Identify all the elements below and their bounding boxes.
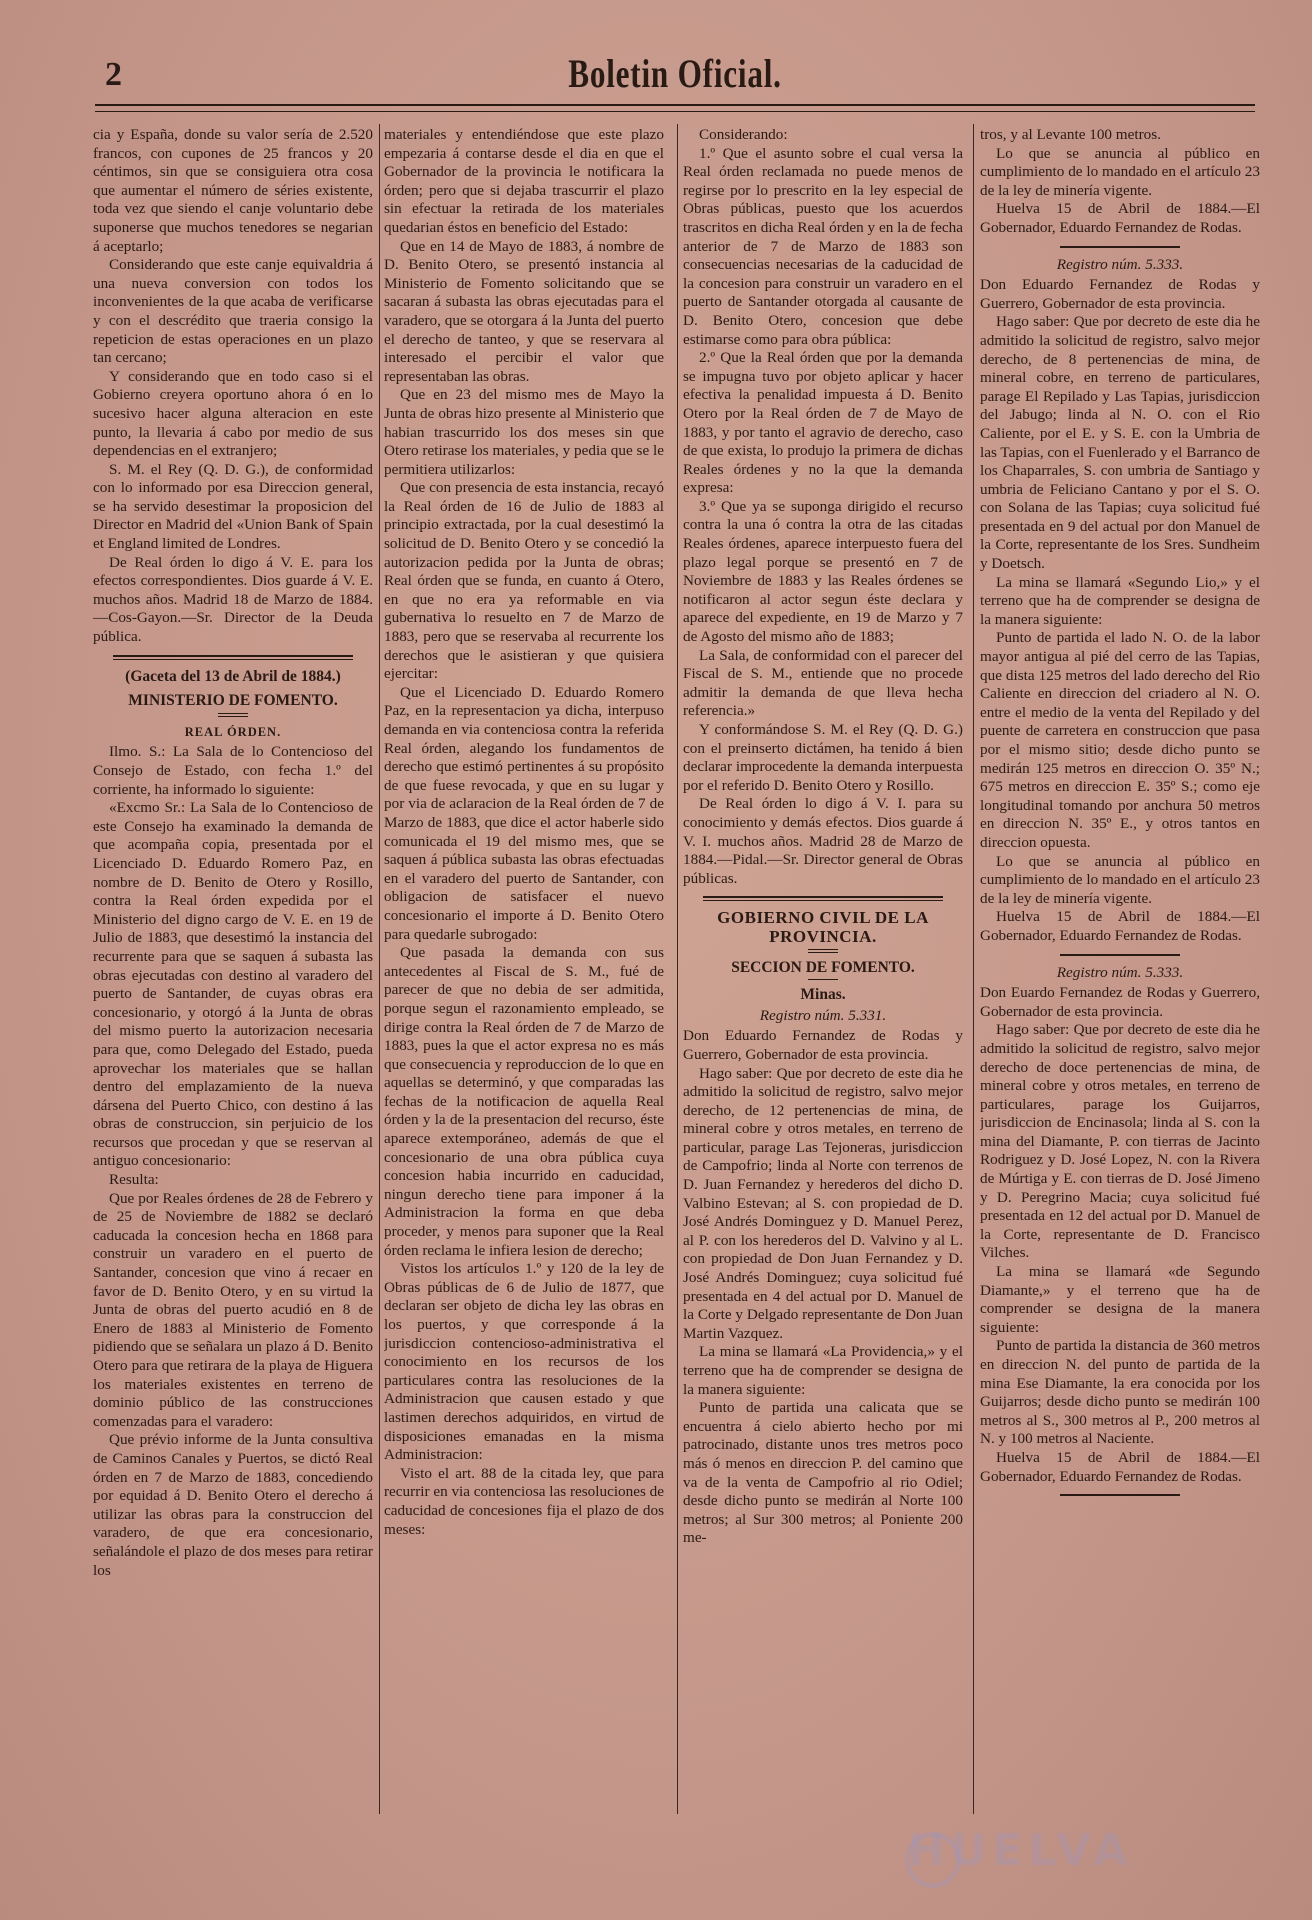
column-2 [384, 126, 664, 1876]
registro-heading: Registro núm. 5.333. [1056, 963, 1184, 981]
column-3 [683, 126, 963, 1876]
paragraph: Ilmo. S.: La Sala de lo Contencioso del Consejo de Estado, con fecha 1.º del corriente, ha informado lo siguiente: [93, 743, 373, 798]
minas-heading: Minas. [800, 986, 846, 1004]
paragraph: La mina se llamará «Segundo Lio,» y el terreno que ha de comprender se designa de la manera siguiente: [980, 573, 1260, 628]
real-orden-heading: REAL ÓRDEN. [184, 724, 282, 739]
paragraph: Que en 14 de Mayo de 1883, á nombre de D. Benito Otero, se presentó instancia al Ministerio de Fomento solicitando que se sacaran á subasta las obras ejecutadas para el varadero, que se otorgara á la Junta del puerto el derecho de tanteo, y que se reservara al interesado el percibir el valor que representaban las obras. [384, 237, 664, 385]
paragraph: Y conformándose S. M. el Rey (Q. D. G.) con el preinserto dictámen, ha tenido á bien declarar improcedente la demanda interpuesta por el referido D. Benito Otero y Rosillo. [683, 721, 963, 794]
paragraph: Punto de partida el lado N. O. de la labor mayor antigua al pié del cerro de las Tapias, que dista 125 metros del lado derecho del Rio Caliente en direccion del criadero al N. O. entre el medio de la venta del Repilado y del puente de carretera en construccion que pasa por el mismo sitio; desde dicho punto se medirán 125 metros en direccion O. 35º N.; 675 metros en direccion E. 35º S.; como eje longitudinal tomando por anchura 50 metros en direccion N. 35º E., y otros tantos en direccion opuesta. [980, 629, 1260, 851]
paragraph: Resulta: [109, 1171, 159, 1189]
column-4 [980, 126, 1260, 1876]
section-divider [1060, 1494, 1180, 1496]
page-number: 2 [105, 56, 122, 93]
paragraph: De Real órden lo digo á V. I. para su conocimiento y demás efectos. Dios guarde á V. I. muchos años. Madrid 28 de Marzo de 1884.—Pidal.—Sr. Director general de Obras públicas. [683, 795, 963, 887]
page-header [95, 48, 1255, 108]
paragraph: materiales y entendiéndose que este plazo empezaria á contarse desde el dia en que el Gobernador de la provincia le notificara la órden; pero que si dejaba trascurrir el plazo sin efectuar la retirada de los materiales quedarian éstos en beneficio del Estado: [384, 126, 664, 236]
paragraph: Visto el art. 88 de la citada ley, que para recurrir en via contenciosa las resoluciones de caducidad de concesiones fija el plazo de dos meses: [384, 1464, 664, 1538]
paragraph: Que pasada la demanda con sus antecedentes al Fiscal de S. M., fué de parecer de que no debia de ser admitida, porque segun el razonamiento empleado, se dirige contra la Real órden de 7 de Marzo de 1883, pues la que el actor expresa no es más que consecuencia y reproduccion de lo que en aquellas se determinó, y que comparadas las fechas de la notificacion de aquella Real órden y la de la presentacion del recurso, éste aparece extemporáneo, además de que el concesionario de una obra pública cuya concesion habia incurrido en caducidad, ningun derecho tiene para imponer á la Administracion la forma en que deba proceder, y menos para suponer que la Real órden reclama le infiera lesion de derecho; [384, 944, 664, 1259]
paragraph: Que por Reales órdenes de 28 de Febrero y de 25 de Noviembre de 1882 se declaró caducada la concesion hecha en 1868 para construir un varadero en el puerto de Santander, concesion que vino á recaer en favor de D. Benito Otero, y en su virtud la Junta de obras del puerto acudió en 8 de Enero de 1883 al Ministerio de Fomento pidiendo que se señalara un plazo á D. Benito Otero para que retirara de la playa de Higuera los materiales existentes en terreno de dominio público de las construcciones comenzadas para el varadero: [93, 1189, 373, 1430]
paragraph: Punto de partida la distancia de 360 metros en direccion N. del punto de partida de la mina Ese Diamante, la era conocida por los Guijarros; desde dicho punto se medirán 100 metros al S., 300 metros al P., 200 metros al N. y 100 metros al Naciente. [980, 1337, 1260, 1448]
column-1 [93, 126, 373, 1876]
paragraph: Considerando que este canje equivaldria á una nueva conversion con todos los inconvenientes de la que acaba de verificarse y con el descrédito que traeria consigo la repeticion de estas operaciones en un plazo tan cercano; [93, 256, 373, 367]
paragraph: 2.º Que la Real órden que por la demanda se impugna tuvo por objeto aplicar y hacer efectiva la penalidad impuesta á D. Benito Otero por la Real órden de 7 de Mayo de 1883, y por tanto el agravio de derecho, caso de que exista, lo produjo la primera de dichas Reales órdenes y no la que la demanda expresa: [683, 349, 963, 497]
heading-ornament [808, 979, 838, 980]
gaceta-reference: (Gaceta del 13 de Abril de 1884.) [125, 667, 341, 685]
column-rule [973, 124, 974, 1814]
paragraph: Que en 23 del mismo mes de Mayo la Junta de obras hizo presente al Ministerio que habian trascurrido los dos meses sin que Otero retirase los materiales, y pedia que se le permitiera utilizarlos: [384, 386, 664, 478]
paragraph: Hago saber: Que por decreto de este dia he admitido la solicitud de registro, salvo mejor derecho, de 8 pertenencias de mina, de mineral cobre, en terreno de particulares, parage El Repilado y Las Tapias, jurisdiccion del Jabugo; linda al N. O. con el Rio Caliente, por el E. y S. E. con la Umbria de las Tapias, con el Fuenlerado y el Barranco de los Chaparrales, S. con umbria de Santiago y umbria de Feliciano Cantano y por el S. O. con Solana de las Tapias; cuya solicitud fué presentada en 9 del actual por don Manuel de la Corte, representante de los Sres. Sundheim y Doetsch. [980, 313, 1260, 573]
section-divider [113, 655, 353, 660]
paragraph: cia y España, donde su valor sería de 2.520 francos, con cupones de 25 francos y 20 céntimos, sin que se consiguiera otra cosa que aumentar el número de séries existente, toda vez que siendo el canje voluntario debe suponerse que muchos tenedores se negarian á aceptarlo; [93, 126, 373, 255]
column-rule [379, 124, 380, 1814]
archive-watermark: HUELVA [908, 1825, 1134, 1876]
section-divider [1060, 954, 1180, 956]
paragraph: S. M. el Rey (Q. D. G.), de conformidad con lo informado por esa Direccion general, se ha servido desestimar la proposicion del Director en Madrid del «Union Bank of Spain et England limited de Londres. [93, 460, 373, 553]
paragraph: Que el Licenciado D. Eduardo Romero Paz, en la representacion ya dicha, interpuso demanda en via contenciosa contra la referida Real órden, alegando los fundamentos de derecho que estimó pertinentes á su propósito de que fuese revocada, y que en su lugar y por via de aclaracion de la Real órden de 7 de Marzo de 1883, que dice el actor haberle sido comunicada el 19 del mismo mes, que se saquen á pública subasta las obras efectuadas en el varadero del puerto de Santander, con obligacion de satisfacer el nuevo concesionario el importe á D. Benito Otero para quedarle subrogado: [384, 683, 664, 943]
paragraph: De Real órden lo digo á V. E. para los efectos correspondientes. Dios guarde á V. E. muchos años. Madrid 18 de Marzo de 1884.—Cos-Gayon.—Sr. Director de la Deuda pública. [93, 553, 373, 646]
paragraph: Hago saber: Que por decreto de este dia he admitido la solicitud de registro, salvo mejor derecho, de 12 pertenencias de mina, de mineral cobre y otros metales, en terreno de particular, parage Las Tejoneras, jurisdiccion de Campofrio; linda al Norte con terrenos de D. Juan Fernandez y herederos del dicho D. Valbino Estevan; al S. con propiedad de D. José Andrés Dominguez y D. Manuel Perez, al P. con los herederos del D. Valvino y al L. con propiedad de Don Juan Fernandez y D. José Andrés Dominguez; cuya solicitud fué presentada en 4 del actual por D. Manuel de la Corte y Delgado representante de Don Juan Martin Vazquez. [683, 1064, 963, 1342]
paragraph: 3.º Que ya se suponga dirigido el recurso contra la una ó contra la otra de las citadas Reales órdenes, aparece interpuesto fuera del plazo legal porque se presentó en 7 de Noviembre de 1883 y las Reales órdenes se notificaron al actor segun éste declara y aparece del expediente, en 19 de Marzo y 7 de Agosto del mismo año de 1883; [683, 497, 963, 646]
ministry-heading: MINISTERIO DE FOMENTO. [128, 692, 338, 710]
gobierno-civil-heading: GOBIERNO CIVIL DE LA PROVINCIA. [717, 908, 929, 946]
section-divider [703, 896, 943, 901]
registro-heading: Registro núm. 5.331. [759, 1006, 887, 1024]
masthead-title: Boletin Oficial. [568, 51, 782, 96]
paragraph: La mina se llamará «La Providencia,» y el terreno que ha de comprender se designa de la manera siguiente: [683, 1343, 963, 1398]
paragraph: tros, y al Levante 100 metros. [980, 126, 1161, 143]
paragraph: Punto de partida una calicata que se encuentra á cielo abierto hecho por mi patrocinado, distante unos tres metros poco más ó menos en direccion P. del camino que va de la venta de Campofrio al rio Odiel; desde dicho punto se medirán al Norte 100 metros; al Sur 300 metros; al Poniente 200 me- [683, 1399, 963, 1547]
heading-ornament [218, 713, 248, 717]
paragraph: Huelva 15 de Abril de 1884.—El Gobernador, Eduardo Fernandez de Rodas. [980, 200, 1260, 236]
paragraph: Hago saber: Que por decreto de este dia he admitido la solicitud de registro, salvo mejor derecho de doce pertenencias de mina, de mineral cobre y otros metales, en terreno de particulares, parage los Guijarros, jurisdiccion de Encinasola; linda al S. con la mina del Diamante, P. con tierras de Jacinto Rodriguez y D. José Lopez, N. con la Rivera de Múrtiga y E. con tierras de D. José Jimeno y D. Peregrino Macia; cuya solicitud fué presentada en 12 del actual por D. Manuel de la Corte, representante de D. Francisco Vilches. [980, 1021, 1260, 1262]
heading-ornament [808, 949, 838, 953]
paragraph: Que prévio informe de la Junta consultiva de Caminos Canales y Puertos, se dictó Real órden en 7 de Marzo de 1883, concediendo por equidad á D. Benito Otero el derecho á utilizar las obras para la construccion del varadero, de que era concesionario, señalándole el plazo de dos meses para retirar los [93, 1431, 373, 1579]
paragraph: Lo que se anuncia al público en cumplimiento de lo mandado en el artículo 23 de la ley de minería vigente. [980, 852, 1260, 907]
paragraph: Huelva 15 de Abril de 1884.—El Gobernador, Eduardo Fernandez de Rodas. [980, 1448, 1260, 1485]
paragraph: Lo que se anuncia al público en cumplimiento de lo mandado en el artículo 23 de la ley de minería vigente. [980, 144, 1260, 199]
section-divider [1060, 246, 1180, 248]
paragraph: «Excmo Sr.: La Sala de lo Contencioso de este Consejo ha examinado la demanda de que acompaña copia, presentada por el Licenciado D. Eduardo Romero Paz, en nombre de D. Benito de Otero y Rosillo, contra la Real órden expedida por el Ministerio del digno cargo de V. E. en 19 de Julio de 1883, que desestimó la instancia del recurrente para que se saquen á subasta las obras ejecutadas con destino al varadero del puerto de Santander, de cuyas obras era concesionario, y otorgó á la Junta de obras del mismo puerto la autorizacion necesaria para que, como Delegado del Estado, pueda aprovechar los materiales que se hallan dentro del emplazamiento de la nueva dársena del Puerto Chico, con destino á las obras de construccion, sin perjuicio de los recursos que procedan y que se reservan al antiguo concesionario: [93, 799, 373, 1170]
paragraph: Huelva 15 de Abril de 1884.—El Gobernador, Eduardo Fernandez de Rodas. [980, 908, 1260, 944]
registro-heading: Registro núm. 5.333. [1056, 255, 1184, 273]
paragraph: 1.º Que el asunto sobre el cual versa la Real órden reclamada no puede menos de regirse por lo prescrito en la ley especial de Obras públicas, puesto que los acuerdos trascritos en dicha Real órden y en la de fecha anterior de 7 de Marzo de 1883 son consecuencias necesarias de la caducidad de la concesion para construir un varadero en el puerto de Santander otorgada al causante de D. Benito Otero, concesion que debe estimarse como para obra pública: [683, 144, 963, 348]
paragraph: Y considerando que en todo caso si el Gobierno creyera oportuno ahora ó en lo sucesivo hacer alguna alteracion en este punto, la llevaria á cabo por medio de sus dependencias en el extranjero; [93, 367, 373, 460]
paragraph: Vistos los artículos 1.º y 120 de la ley de Obras públicas de 6 de Julio de 1877, que declaran ser objeto de dicha ley las obras en los puertos, y que corresponde á la jurisdiccion contencioso-administrativa el conocimiento en los recursos de los particulares contra las resoluciones de la Administracion que causen estado y que lastimen derechos adquiridos, en virtud de disposiciones emanadas en la misma Administracion: [384, 1260, 664, 1464]
paragraph: La Sala, de conformidad con el parecer del Fiscal de S. M., entiende que no procede admitir la demanda de que lleva hecha referencia.» [683, 646, 963, 720]
paragraph: La mina se llamará «de Segundo Diamante,» y el terreno que ha de comprender se designa de la manera siguiente: [980, 1263, 1260, 1336]
paragraph: Considerando: [699, 126, 788, 143]
seccion-heading: SECCION DE FOMENTO. [731, 958, 915, 976]
paragraph: Don Eduardo Fernandez de Rodas y Guerrero, Gobernador de esta provincia. [683, 1027, 963, 1063]
paragraph: Don Eduardo Fernandez de Rodas y Guerrero, Gobernador de esta provincia. [980, 276, 1260, 312]
header-rule [95, 104, 1255, 112]
column-rule [677, 124, 678, 1814]
paragraph: Que con presencia de esta instancia, recayó la Real órden de 16 de Julio de 1883 al principio extractada, por la cual desestimó la solicitud de D. Benito Otero y se concedió la autorizacion pedida por la Junta de obras; Real órden que se funda, en cuanto á Otero, en que no era ya reformable en via gubernativa lo resuelto en 7 de Marzo de 1883, pero que se reservaba al recurrente los derechos que le asistieran y que quisiera ejercitar: [384, 479, 664, 683]
paragraph: Don Euardo Fernandez de Rodas y Guerrero, Gobernador de esta provincia. [980, 984, 1260, 1020]
